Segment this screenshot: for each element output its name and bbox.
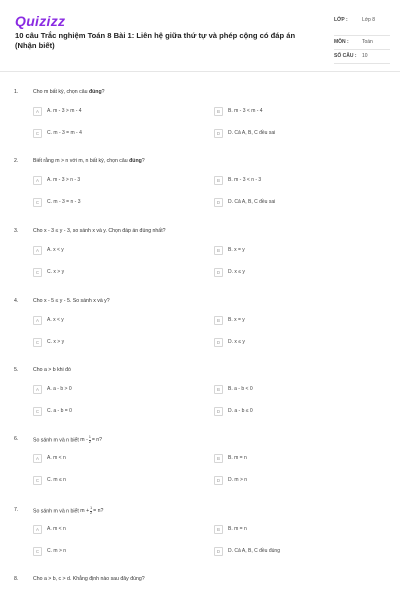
meta-subject-row [334,36,390,50]
option-a[interactable] [33,315,64,325]
option-letter: B [214,107,223,116]
question-number: 5. [14,367,19,373]
option-letter: C [33,407,42,416]
option-a[interactable] [33,524,66,534]
option-letter: D [214,476,223,485]
question-text: Cho x - 5 ≤ y - 5. So sánh x và y? [33,298,110,304]
option-text: C. x > y [47,269,65,275]
option-a[interactable] [33,384,72,394]
option-letter: D [214,407,223,416]
question-number: 7. [14,507,19,513]
option-text: C. m > n [47,548,67,554]
option-b[interactable] [214,384,253,394]
meta-class-value: Lớp 8 [362,17,376,23]
option-text: D. Cả A, B, C đều sai [228,130,276,136]
option-letter: D [214,129,223,138]
document-title: 10 câu Trắc nghiệm Toán 8 Bài 1: Liên hệ giữa thứ tự và phép cộng có đáp án (Nhận biết) [15,31,296,50]
header-divider [0,71,400,72]
option-text: A. x < y [47,317,64,323]
option-letter: D [214,268,223,277]
option-text: D. Cả A, B, C đều sai [228,199,276,205]
meta-panel [334,14,390,64]
option-text: C. a - b = 0 [47,408,72,414]
option-letter: B [214,176,223,185]
option-c[interactable] [33,337,64,347]
option-letter: B [214,454,223,463]
option-letter: C [33,476,42,485]
option-text: D. x ≤ y [228,339,245,345]
option-b[interactable] [214,453,247,463]
option-text: D. x ≤ y [228,269,245,275]
option-text: A. m < n [47,526,66,532]
option-d[interactable] [214,546,280,556]
question-number: 1. [14,89,19,95]
fraction: $\frac{1}{2}$ [88,435,91,444]
meta-count-value: 10 [362,53,368,59]
option-text: A. a - b > 0 [47,386,72,392]
option-d[interactable] [214,406,253,416]
option-text: A. x < y [47,247,64,253]
option-b[interactable] [214,524,247,534]
option-text: A. m < n [47,455,66,461]
option-d[interactable] [214,267,245,277]
option-text: B. a - b < 0 [228,386,253,392]
option-b[interactable] [214,315,245,325]
option-b[interactable] [214,106,263,116]
option-letter: A [33,246,42,255]
option-text: B. m - 3 < n - 3 [228,177,262,183]
option-letter: B [214,316,223,325]
option-text: B. m = n [228,526,247,532]
question-number: 8. [14,576,19,582]
question-text: Cho a > b khi đó [33,367,71,373]
option-letter: D [214,338,223,347]
option-letter: D [214,547,223,556]
question-number: 6. [14,436,19,442]
option-text: D. a - b ≤ 0 [228,408,253,414]
formula: m - $\frac{1}{2}$ = n? [80,435,103,444]
option-b[interactable] [214,175,261,185]
option-d[interactable] [214,475,247,485]
question-text: Cho a > b, c > d. Khẳng định nào sau đây đúng? [33,576,145,582]
option-letter: D [214,198,223,207]
option-a[interactable] [33,106,82,116]
option-text: A. m - 3 > n - 3 [47,177,81,183]
option-text: C. x > y [47,339,65,345]
meta-count-label: SỐ CÂU : [334,53,357,59]
question-number: 2. [14,158,19,164]
quizizz-logo: Quizizz [15,13,66,29]
option-letter: C [33,338,42,347]
question-text: So sánh m và n biết m - $\frac{1}{2}$ = n? [33,435,103,444]
option-text: B. x = y [228,247,245,253]
option-text: A. m - 3 > m - 4 [47,108,82,114]
option-a[interactable] [33,453,66,463]
option-text: B. m = n [228,455,247,461]
option-letter: C [33,129,42,138]
option-a[interactable] [33,175,80,185]
option-text: C. m - 3 = m - 4 [47,130,82,136]
option-text: C. m - 3 = n - 3 [47,199,81,205]
option-letter: B [214,525,223,534]
option-letter: C [33,268,42,277]
option-text: B. m - 3 < m - 4 [228,108,263,114]
option-letter: A [33,107,42,116]
option-text: D. Cả A, B, C đều đúng [228,548,280,554]
meta-count-row [334,50,390,64]
question-number: 4. [14,298,19,304]
option-c[interactable] [33,197,80,207]
option-text: D. m > n [228,477,248,483]
question-text: Cho m bất kỳ, chọn câu đúng? [33,89,105,95]
option-c[interactable] [33,475,66,485]
option-text: B. x = y [228,317,245,323]
meta-subject-value: Toán [362,39,373,45]
question-text: Cho x - 3 ≤ y - 3, so sánh x và y. Chọn đáp án đúng nhất? [33,228,166,234]
question-text: So sánh m và n biết m + $\frac{1}{2}$ = n? [33,506,104,515]
option-letter: C [33,198,42,207]
option-c[interactable] [33,128,82,138]
meta-subject-label: MÔN : [334,39,349,45]
option-d[interactable] [214,128,275,138]
question-number: 3. [14,228,19,234]
option-letter: A [33,454,42,463]
option-letter: C [33,547,42,556]
option-letter: B [214,246,223,255]
option-b[interactable] [214,245,245,255]
option-a[interactable] [33,245,64,255]
option-d[interactable] [214,337,245,347]
option-c[interactable] [33,546,66,556]
option-text: C. m ≤ n [47,477,66,483]
fraction: $\frac{1}{2}$ [90,506,93,515]
question-text: Biết rằng m > n với m, n bất kỳ, chọn câu đúng? [33,158,145,164]
option-letter: A [33,176,42,185]
option-letter: A [33,385,42,394]
meta-class-label: LỚP : [334,17,348,23]
option-d[interactable] [214,197,275,207]
option-letter: A [33,525,42,534]
option-letter: B [214,385,223,394]
option-c[interactable] [33,267,64,277]
option-c[interactable] [33,406,72,416]
meta-class-row [334,14,390,36]
option-letter: A [33,316,42,325]
formula: m + $\frac{1}{2}$ = n? [80,506,104,515]
